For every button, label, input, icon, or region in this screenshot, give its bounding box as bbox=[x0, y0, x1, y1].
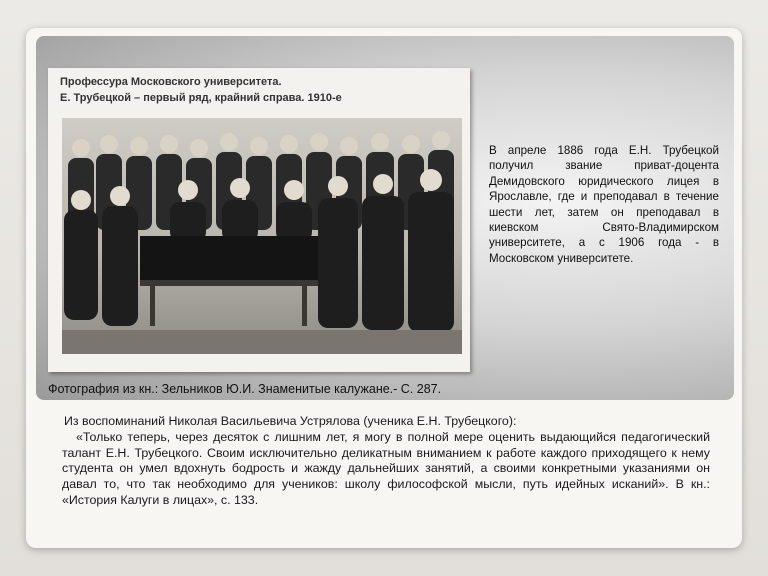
memoir-block bbox=[62, 414, 710, 509]
biography-text: В апреле 1886 года Е.Н. Трубецкой получил звание приват-доцента Демидовского юридического лицея в Ярославле, где и преподавал в течение шести лет, затем он преподавал в киевском Свято-Владимирском университете, а с 1906 года - в Московском университете. bbox=[489, 144, 719, 265]
photo-source-citation: Фотография из кн.: Зельников Ю.И. Знаменитые калужане.- С. 287. bbox=[48, 382, 442, 396]
photo-caption-line-1: Профессура Московского университета. bbox=[60, 76, 282, 88]
photo-caption-line-2: Е. Трубецкой – первый ряд, крайний справа. 1910-е bbox=[60, 92, 342, 104]
group-photograph bbox=[62, 118, 462, 354]
memoir-intro: Из воспоминаний Николая Васильевича Устрялова (ученика Е.Н. Трубецкого): bbox=[64, 414, 517, 428]
photo-caption bbox=[60, 74, 360, 106]
memoir-quote: «Только теперь, через десяток с лишним лет, я могу в полной мере оценить выдающийся педагогический талант Е.Н. Трубецкого. Своим исключительно деликатным вниманием к работе каждого приходящего к нему студента он умел вдохнуть бодрость и жажду дальнейших занятий, а своими конкретными указаниями он давал то, что так необходимо для учеников: школу философской мысли, путь идейных исканий». В кн.: «История Калуги в лицах», с. 133. bbox=[62, 429, 710, 507]
